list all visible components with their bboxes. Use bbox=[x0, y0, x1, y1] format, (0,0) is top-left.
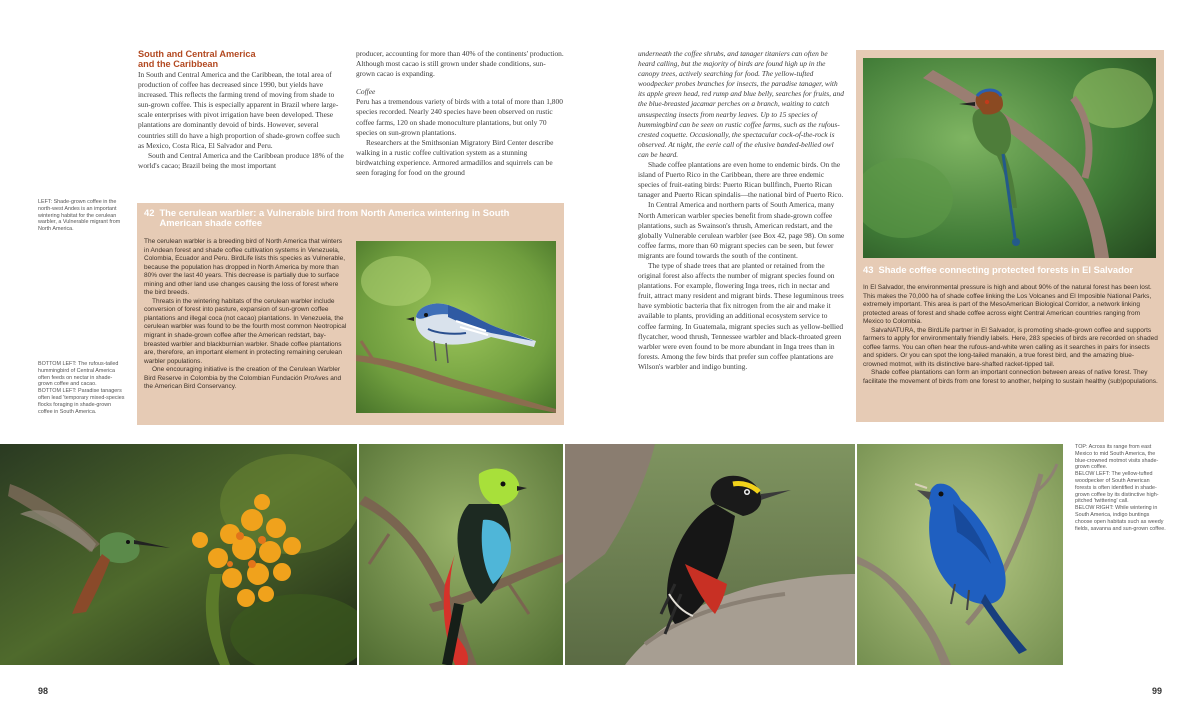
paragraph: Peru has a tremendous variety of birds with a total of more than 1,800 species recorded. Nearly 240 species have been observed on rustic coffee farms, 120 on shade monoculture plantations, but only 70 species on sun-grown plantations. bbox=[356, 97, 563, 137]
box-43 bbox=[856, 50, 1164, 422]
paragraph: In South and Central America and the Caribbean, the total area of production of coffee has decreased since 1990, but yields have increased. This reflects the farming trend of moving from shade to sun-grown coffee. This is especially apparent in Brazil where large-scale enterprises with pivot irrigation have been developed. These plantations are dominantly devoid of birds. However, several countries still do have a high proportion of shade-grown coffee such as Mexico, Costa Rica, El Salvador and Peru. bbox=[138, 70, 340, 150]
paragraph: Threats in the wintering habitats of the cerulean warbler include conversion of forest into pasture, expansion of sun-grown coffee plantations and illegal coca (not cacao) plantations. In Venezuela, the cerulean warbler was found to be the fourth most common Neotropical migrant in shade-grown coffee after the American redstart, bay-breasted warbler and blackburnian warbler. Shade coffee plantations are, therefore, an important element in protecting remaining cerulean warbler populations. bbox=[144, 297, 347, 365]
box-43-title bbox=[863, 265, 1158, 275]
left-column-1 bbox=[138, 70, 346, 171]
paragraph: producer, accounting for more than 40% of the continents' production. Although most cacao is still grown under shade conditions, sun-grown cacao is expanding. bbox=[356, 49, 564, 79]
blue-crowned-motmot-photo bbox=[863, 58, 1156, 258]
paragraph: One encouraging initiative is the creation of the Cerulean Warbler Bird Reserve in Colombia by the Colombian Fundación ProAves and the American Bird Conservancy. bbox=[144, 366, 342, 391]
paragraph: Shade coffee plantations can form an important connection between areas of native forest. They facilitate the movement of birds from one forest to another, helping to sustain healthy (sub)populations. bbox=[863, 369, 1158, 386]
paragraph: In Central America and northern parts of South America, many North American warbler species benefit from shade-grown coffee plantations, such as Swainson's thrush, American redstart, and the globally Vulnerable cerulean warbler (see Box 42, page 98). On some coffee farms, more than 60 migrant species can be seen, but fewer migrants are found towards the south of the continent. bbox=[638, 200, 845, 260]
paradise-tanager-photo bbox=[359, 444, 563, 665]
coffee-subheading: Coffee bbox=[356, 87, 376, 97]
left-column-2 bbox=[356, 49, 564, 178]
margin-caption-bottom: BOTTOM LEFT: The rufous-tailed hummingbird of Central America often feeds on nectar in shade-grown coffee and cacao. BOTTOM LEFT: Paradise tanagers often lead 'temporary mixed-species flocks foraging in shade-grown coffee in South America. bbox=[38, 361, 125, 415]
section-heading: South and Central America and the Caribbean bbox=[138, 49, 256, 69]
box-43-body bbox=[863, 284, 1158, 387]
paragraph: The type of shade trees that are planted or retained from the original forest also affects the number of migrant species found on plantations. For example, flowering Inga trees, rich in nectar and fruit, attract many resident and migrant birds. These leguminous trees have symbiotic bacteria that fix nitrogen from the air and make it available to plants, providing an additional ecosystem service to coffee farming. In Guatemala, migrant species such as yellow-bellied flycatcher, wood thrush, Tennessee warbler and black-throated green warbler were even found to be more abundant in Inga trees than in forests. Among the few birds that prefer sun coffee plantations are Wilson's warbler and indigo bunting. bbox=[638, 260, 844, 371]
margin-caption-top: LEFT: Shade-grown coffee in the north-west Andes is an important wintering habitat for the cerulean warbler, a Vulnerable migrant from North America. bbox=[38, 199, 121, 233]
box-number: 43 bbox=[863, 264, 874, 275]
paragraph: SalvaNATURA, the BirdLife partner in El Salvador, is promoting shade-grown coffee and supports farmers to apply for environmentally friendly labels. Here, 283 species of birds are recorded on shaded coffee farms. You can often hear the rufous-and-white wren calling as it searches in pairs for insects and spiders. Or you can spot the long-tailed manakin, a true forest bird, and the amazing blue-crowned motmot, with its distinctive bare-shafted racket-tipped tail. bbox=[863, 326, 1158, 368]
paragraph: underneath the coffee shrubs, and tanager titaniers can often be heard calling, but the majority of birds are found high up in the canopy trees, actively searching for food. The yellow-tufted woodpecker probes branches for insects, the paradise tanager, with its apple green head, red rump and blue belly, searches for fruits, and the blue-breasted jacamar perches on a branch, waiting to catch unsuspecting insects from nearby leaves. Up to 15 species of hummingbird can be seen on rustic coffee farms, such as the rufous-crested coquette. Occasionally, the spectacular cock-of-the-rock is observed. At night, the eerie call of the elusive banded-bellied owl can be heard. bbox=[638, 49, 844, 159]
right-column bbox=[638, 49, 846, 372]
box-42 bbox=[137, 203, 564, 425]
rufous-tailed-hummingbird-photo bbox=[0, 444, 357, 665]
box-number: 42 bbox=[144, 207, 155, 218]
box-title: The cerulean warbler: a Vulnerable bird from North America wintering in South American shade coffee bbox=[159, 207, 510, 229]
box-42-body bbox=[144, 238, 347, 392]
paragraph: Shade coffee plantations are even home to endemic birds. On the island of Puerto Rico in the Caribbean, there are three endemic species of fruit-eating birds: Puerto Rican bullfinch, Puerto Rican tanager and Puerto Rican spindalis—the national bird of Puerto Rico. bbox=[638, 160, 844, 200]
page-number-right: 99 bbox=[1152, 686, 1163, 696]
paragraph: The cerulean warbler is a breeding bird of North America that winters in Andean forest and shade coffee cultivation systems in Venezuela, Colombia, Ecuador and Peru. BirdLife lists this species as Vulnerable, because the population has dropped in North America by more than 80% over the last 40 years. This decrease is partially due to surface mining and other land use changes causing the loss of forest where the bird breeds. bbox=[144, 238, 346, 297]
paragraph: South and Central America and the Caribbean produce 18% of the world's cacao; Brazil being the most important bbox=[138, 150, 344, 170]
box-title: Shade coffee connecting protected forests in El Salvador bbox=[878, 264, 1134, 275]
left-section-heading bbox=[138, 49, 348, 69]
yellow-tufted-woodpecker-photo bbox=[565, 444, 855, 665]
margin-caption-right: TOP: Across its range from east Mexico to mid South America, the blue-crowned motmot visits shade-grown coffee. BELOW LEFT: The yellow-tufted woodpecker of South American forests is often identified in shade-grown coffee by its distinctive high-pitched 'twittering' call. BELOW RIGHT: While wintering in South America, indigo buntings choose open habitats such as weedy fields, savanna and sun-grown coffee. bbox=[1075, 444, 1166, 532]
box-42-title bbox=[144, 208, 554, 229]
page-number-left: 98 bbox=[38, 686, 49, 696]
indigo-bunting-photo bbox=[857, 444, 1063, 665]
cerulean-warbler-photo bbox=[356, 241, 556, 413]
paragraph: In El Salvador, the environmental pressure is high and about 90% of the natural forest has been lost. This makes the 70,000 ha of shade coffee linking the Los Volcanes and El Imposible National Parks, extremely important. This area is part of the MesoAmerican Biological Corridor, a network linking protected areas of forest and shade coffee across eight Central American countries ranging from Mexico to Colombia. bbox=[863, 284, 1152, 326]
paragraph: Researchers at the Smithsonian Migratory Bird Center describe walking in a rustic coffee cultivation system as a stunning birdwatching experience. Armored armadillos and squirrels can be seen foraging for food on the ground bbox=[356, 137, 554, 178]
